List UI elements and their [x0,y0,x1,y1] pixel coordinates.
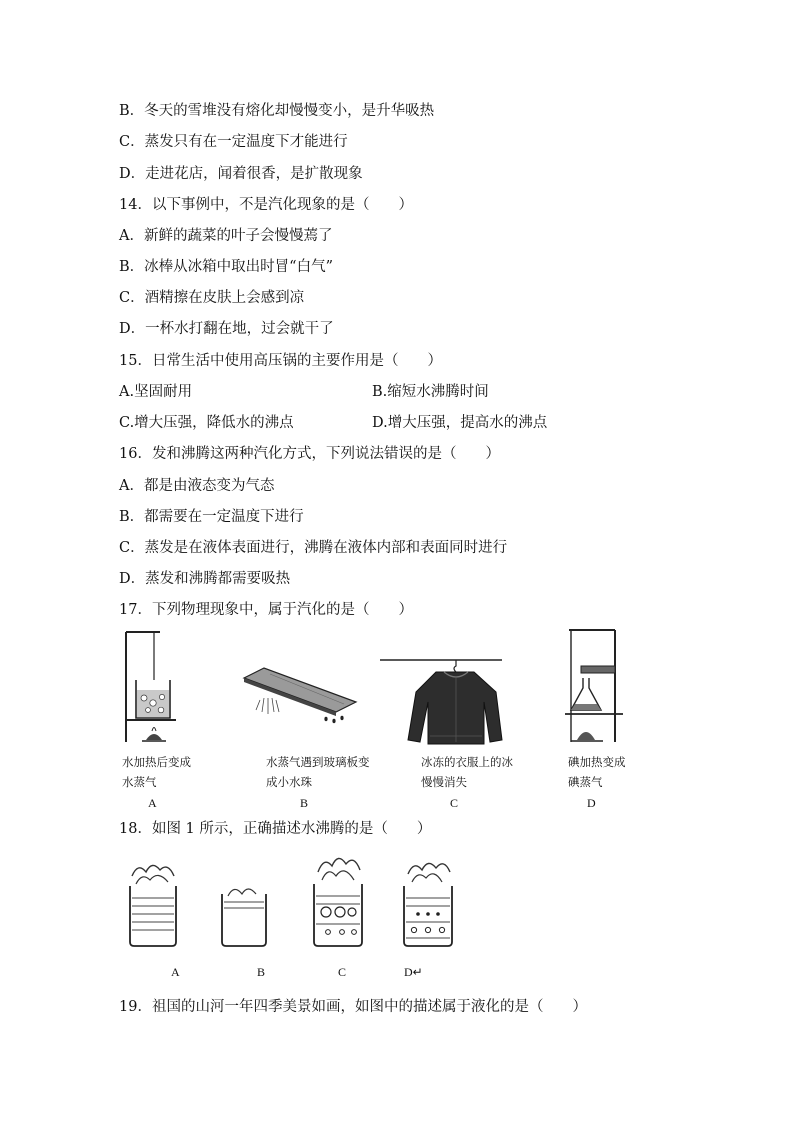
q18-beaker-d [398,854,458,950]
q13-option-d: D．走进花店，闻着很香，是扩散现象 [119,166,363,182]
q17-figure-d-caption-line1: 碘加热变成 [568,755,626,769]
q18-label-c: C [338,965,347,979]
q16-option-a: A．都是由液态变为气态 [119,478,275,494]
q14-option-a: A．新鲜的蔬菜的叶子会慢慢蔫了 [119,228,333,244]
q14-option-d: D．一杯水打翻在地，过会就干了 [119,321,334,337]
q17-figure-c-label: C [450,796,459,810]
q15-option-c: C.增大压强，降低水的沸点 [119,415,294,431]
q17-figure-d-caption-line2: 碘蒸气 [568,775,603,789]
q19-stem: 19．祖国的山河一年四季美景如画，如图中的描述属于液化的是（ ） [119,999,587,1015]
q18-beaker-c [308,850,370,950]
q17-figure-c-caption-line2: 慢慢消失 [421,775,467,789]
q17-figure-a-caption-line2: 水蒸气 [122,775,157,789]
q14-option-c: C．酒精擦在皮肤上会感到凉 [119,290,305,306]
q17-figure-a-label: A [148,796,157,810]
q16-option-c: C．蒸发是在液体表面进行，沸腾在液体内部和表面同时进行 [119,540,508,556]
q15-stem: 15．日常生活中使用高压锅的主要作用是（ ） [119,353,442,369]
q17-figure-b-caption-line2: 成小水珠 [266,775,312,789]
q13-option-b: B．冬天的雪堆没有熔化却慢慢变小，是升华吸热 [119,103,435,119]
q15-option-a: A.坚固耐用 [119,384,193,400]
q17-figure-b-label: B [300,796,309,810]
q14-stem: 14．以下事例中，不是汽化现象的是（ ） [119,197,413,213]
q17-figure-c-caption-line1: 冰冻的衣服上的冰 [421,755,513,769]
q18-label-d: D↵ [404,965,423,979]
q18-label-b: B [257,965,266,979]
q17-figure-b-caption-line1: 水蒸气遇到玻璃板变 [266,755,370,769]
q16-option-d: D．蒸发和沸腾都需要吸热 [119,571,291,587]
q17-figure-a-heating-water [118,628,178,746]
q15-option-b: B.缩短水沸腾时间 [372,384,489,400]
q17-figure-c-frozen-clothes [380,656,502,750]
q17-figure-d-iodine-flask [563,626,627,746]
q16-option-b: B．都需要在一定温度下进行 [119,509,304,525]
q18-beaker-a [124,858,184,950]
q18-beaker-b [216,880,272,950]
q17-figure-d-label: D [587,796,596,810]
q15-option-d: D.增大压强，提高水的沸点 [372,415,548,431]
q14-option-b: B．冰棒从冰箱中取出时冒“白气” [119,259,333,275]
q17-stem: 17．下列物理现象中，属于汽化的是（ ） [119,602,413,618]
q17-figure-b-glass-plate [240,664,360,724]
q18-stem: 18．如图 1 所示，正确描述水沸腾的是（ ） [119,821,432,837]
q13-option-c: C．蒸发只有在一定温度下才能进行 [119,134,348,150]
q17-figure-a-caption-line1: 水加热后变成 [122,755,191,769]
q18-label-a: A [171,965,180,979]
q16-stem: 16．发和沸腾这两种汽化方式，下列说法错误的是（ ） [119,446,500,462]
